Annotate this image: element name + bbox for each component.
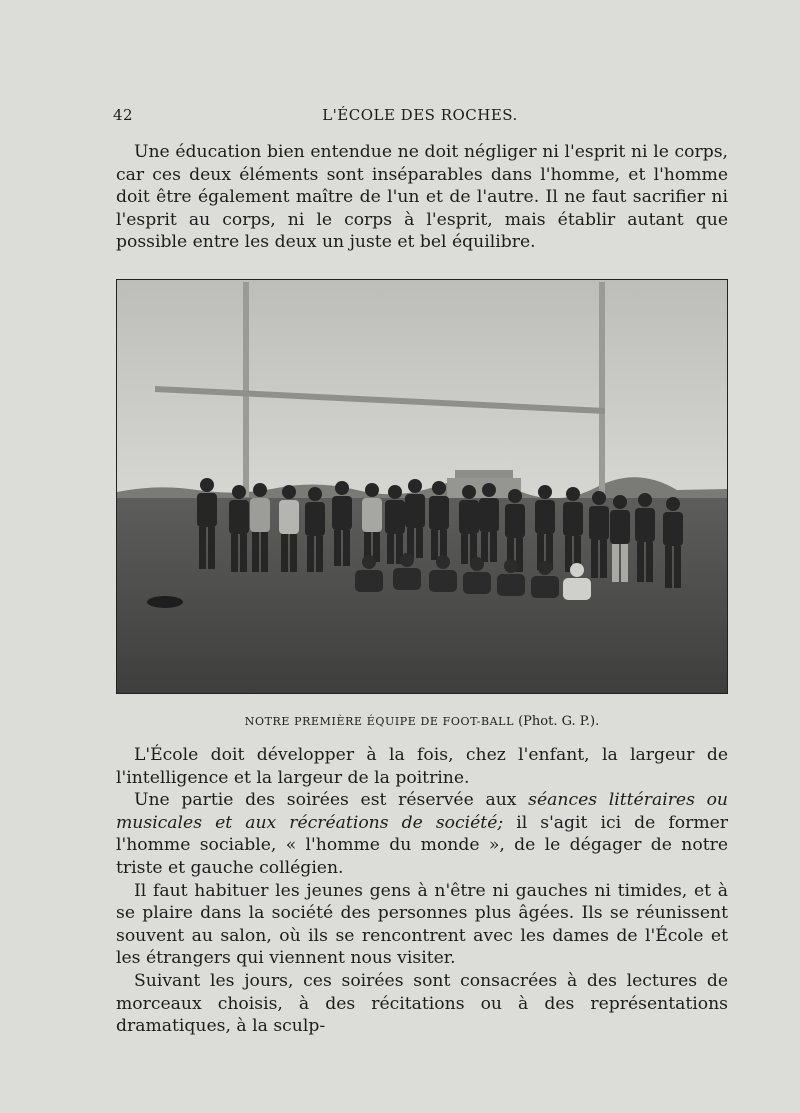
running-title: L'ÉCOLE DES ROCHES. bbox=[322, 106, 518, 124]
italic-phrase: séances littéraires ou musicales et aux récréations de société; bbox=[116, 790, 728, 833]
paragraph-2: Une partie des soirées est réservée aux séances littéraires ou musicales et aux récréations de société; il s'agit ici de former l'homme sociable, « l'homme du monde », de le dégager de notre triste et gauche collégien. bbox=[116, 790, 729, 878]
page-header bbox=[113, 106, 727, 126]
ball-on-ground bbox=[147, 596, 183, 608]
photo-illustration bbox=[117, 280, 727, 693]
intro-text bbox=[116, 141, 728, 254]
photo-caption bbox=[116, 714, 728, 729]
football-team-photo bbox=[116, 279, 728, 694]
page-number: 42 bbox=[113, 106, 134, 124]
paragraph-1: L'École doit développer à la fois, chez l'enfant, la largeur de l'intelligence et la largeur de la poitrine. bbox=[116, 745, 728, 788]
paragraph-3: Il faut habituer les jeunes gens à n'être ni gauches ni timides, et à se plaire dans la société des personnes plus âgées. Ils se réunissent souvent au salon, où ils se rencontrent avec les dames de l'École et les étrangers qui viennent nous visiter. bbox=[116, 880, 728, 969]
goal-post-right bbox=[599, 282, 605, 497]
paragraph-4: Suivant les jours, ces soirées sont consacrées à des lectures de morceaux choisis, à des récitations ou à des représentations dramatiques, à la sculp- bbox=[116, 970, 728, 1037]
caption-title: NOTRE PREMIÈRE ÉQUIPE DE FOOT-BALL bbox=[244, 715, 514, 728]
goal-post-left bbox=[243, 282, 249, 497]
body-text bbox=[116, 744, 728, 1038]
caption-credit: (Phot. G. P.). bbox=[518, 714, 600, 729]
intro-paragraph: Une éducation bien entendue ne doit négliger ni l'esprit ni le corps, car ces deux éléments sont inséparables dans l'homme, et l'homme doit être également maître de l'un et de l'autre. Il ne faut sacrifier ni l'esprit au corps, ni le corps à l'esprit, mais établir autant que possible entre les deux un juste et bel équilibre. bbox=[116, 142, 728, 253]
